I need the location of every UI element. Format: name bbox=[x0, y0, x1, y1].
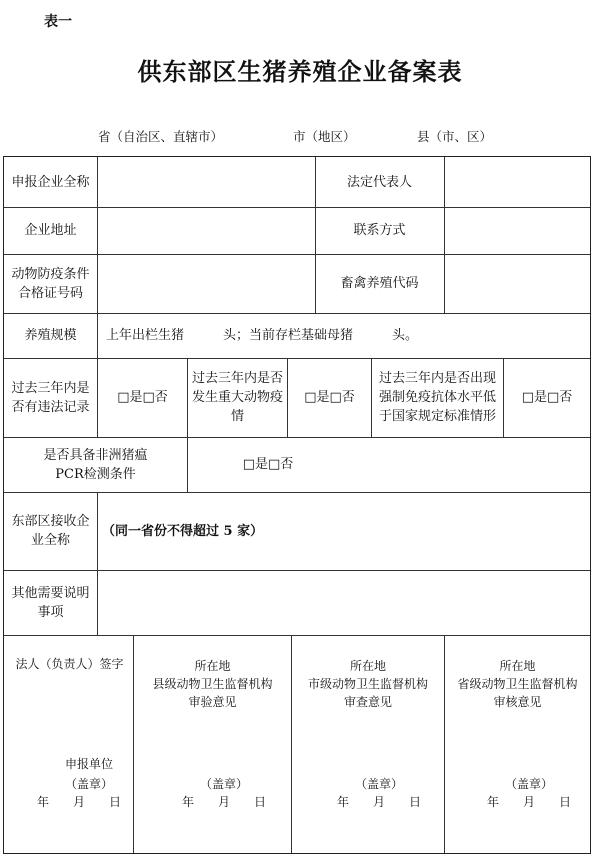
immunity-checkbox[interactable]: □是□否 bbox=[521, 390, 573, 405]
region-city: 市（地区） bbox=[293, 129, 356, 144]
breeding-code-value[interactable] bbox=[445, 254, 590, 313]
contact-label: 联系方式 bbox=[353, 223, 406, 238]
filing-form bbox=[3, 156, 591, 854]
city-opinion: 所在地 市级动物卫生监督机构 审查意见 bbox=[307, 659, 428, 709]
region-county: 县（市、区） bbox=[417, 129, 493, 144]
other-value[interactable] bbox=[98, 570, 590, 635]
legal-rep-value[interactable] bbox=[445, 157, 590, 207]
address-value[interactable] bbox=[98, 207, 315, 254]
pcr-checkbox[interactable]: □是□否 bbox=[242, 457, 294, 472]
legal-rep-label: 法定代表人 bbox=[346, 174, 412, 190]
province-seal: （盖章） bbox=[504, 777, 553, 791]
city-seal: （盖章） bbox=[354, 777, 403, 791]
violation-label: 过去三年内是否有违法记录 bbox=[11, 380, 90, 415]
pcr-label: 是否具备非洲猪瘟PCR检测条件 bbox=[43, 447, 148, 482]
page-title: 供东部区生猪养殖企业备案表 bbox=[137, 57, 463, 86]
scale-text[interactable]: 上年出栏生猪 头；当前存栏基础母猪 头。 bbox=[106, 328, 419, 343]
scale-label: 养殖规模 bbox=[24, 328, 77, 343]
enterprise-name-value[interactable] bbox=[98, 157, 315, 207]
enterprise-name-label: 申报企业全称 bbox=[11, 174, 90, 190]
region-province: 省（自治区、直辖市） bbox=[98, 129, 224, 144]
receiver-note: （同一省份不得超过 5 家） bbox=[102, 523, 264, 539]
province-opinion: 所在地 省级动物卫生监督机构 审核意见 bbox=[457, 659, 578, 709]
city-date: 年 月 日 bbox=[336, 795, 421, 809]
county-date: 年 月 日 bbox=[181, 795, 266, 809]
province-date: 年 月 日 bbox=[486, 795, 571, 809]
violation-checkbox[interactable]: □是□否 bbox=[117, 390, 168, 405]
table-label: 表一 bbox=[44, 14, 72, 30]
immunity-label: 过去三年内是否出现强制免疫抗体水平低于国家规定标准情形 bbox=[378, 371, 496, 424]
county-seal: （盖章） bbox=[199, 777, 248, 791]
applicant-date: 年 月 日 bbox=[36, 795, 121, 809]
epidemic-cert-label: 动物防疫条件合格证号码 bbox=[11, 266, 90, 301]
epidemic-checkbox[interactable]: □是□否 bbox=[304, 390, 355, 405]
applicant-seal: （盖章） bbox=[64, 777, 113, 791]
other-label: 其他需要说明事项 bbox=[11, 585, 90, 620]
contact-value[interactable] bbox=[445, 207, 590, 254]
county-opinion: 所在地 县级动物卫生监督机构 审验意见 bbox=[152, 659, 273, 709]
applicant-label: 申报单位 bbox=[64, 757, 113, 771]
epidemic-cert-value[interactable] bbox=[98, 254, 315, 313]
receiver-label: 东部区接收企业全称 bbox=[11, 514, 90, 548]
legal-sign-label: 法人（负责人）签字 bbox=[15, 657, 124, 671]
address-label: 企业地址 bbox=[24, 223, 77, 238]
epidemic-label: 过去三年内是否发生重大动物疫情 bbox=[192, 371, 284, 424]
breeding-code-label: 畜禽养殖代码 bbox=[340, 276, 419, 291]
